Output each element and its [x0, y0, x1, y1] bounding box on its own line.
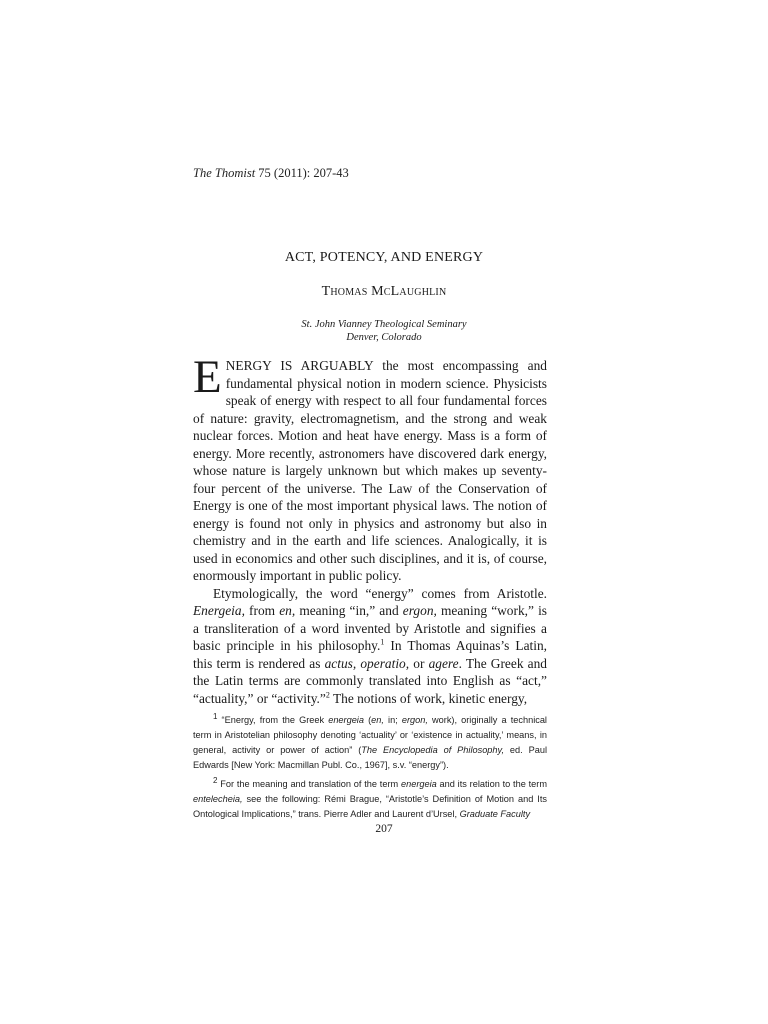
footnote-ref-1[interactable]: 1 — [380, 637, 385, 647]
affiliation-location: Denver, Colorado — [346, 332, 422, 343]
footnote-number: 2 — [213, 775, 218, 785]
italic-term: ergon, — [402, 603, 437, 618]
text-run: or — [409, 655, 429, 671]
italic-term: ergon, — [401, 715, 428, 725]
italic-term: actus, operatio, — [324, 655, 410, 671]
italic-title: The Encyclopedia of Philosophy, — [361, 745, 504, 755]
text-run: In Thomas Aquinas’s Latin, this term is rendered as — [193, 638, 547, 671]
text-run: work), originally a technical term in Aristotelian philosophy denoting ‘actuality’ or ‘existence in actuality,’ means, in general, activity or power of action” ( — [193, 715, 547, 755]
text-run: and its relation to the term — [436, 779, 548, 789]
text-run: “Energy, from the Greek — [217, 715, 329, 725]
footnote-number: 1 — [213, 711, 218, 721]
article-title: ACT, POTENCY, AND ENERGY — [284, 250, 484, 265]
footnote-1 — [193, 713, 547, 773]
italic-term: entelecheia, — [193, 794, 243, 804]
article-body — [193, 351, 547, 707]
italic-term: Energeia, — [193, 603, 245, 618]
page-number: 207 — [375, 823, 393, 835]
italic-term: en, — [371, 715, 384, 725]
author-affiliation — [0, 318, 768, 344]
drop-cap: E — [193, 351, 222, 403]
text-run: meaning “work,” is a transliteration of a word invented by Aristotle and signifies a basic principle in his philosophy. — [193, 603, 547, 653]
paragraph-1 — [193, 351, 547, 585]
text-run: . The Greek and the Latin terms are commonly translated into English as “act,” “actuality,” or “activity.” — [193, 655, 547, 706]
affiliation-institution: St. John Vianney Theological Seminary — [301, 319, 467, 330]
text-run: from — [244, 603, 280, 618]
italic-term: energeia — [328, 715, 364, 725]
text-run: ed. Paul Edwards [New York: Macmillan Publ. Co., 1967], s.v. “energy”). — [193, 745, 547, 770]
footnote-2 — [193, 777, 547, 822]
text-run: meaning “in,” and — [295, 603, 403, 618]
paragraph-2 — [193, 585, 547, 708]
italic-term: energeia — [400, 779, 437, 789]
footnotes — [193, 713, 547, 826]
italic-title: Graduate Faculty — [459, 809, 531, 819]
text-run: The notions of work, kinetic energy, — [329, 690, 528, 706]
text-run: Etymologically, the word “energy” comes from Aristotle. — [213, 585, 547, 601]
text-run: in; — [383, 715, 402, 725]
italic-term: en, — [279, 603, 296, 618]
text-run: For the meaning and translation of the term — [217, 779, 401, 789]
footnote-ref-2[interactable]: 2 — [325, 690, 330, 700]
journal-name: The Thomist — [193, 166, 256, 180]
article-author: Thomas McLaughlin — [321, 284, 447, 299]
journal-volume-pages: 75 (2011): 207-43 — [255, 166, 349, 180]
text-run: see the following: Rémi Brague, “Aristotle’s Definition of Motion and Its Ontological Implications,” trans. Pierre Adler and Laurent d’Ursel, — [193, 794, 547, 819]
paragraph-1-text: NERGY IS ARGUABLY the most encompassing and fundamental physical notion in modern science. Physicists speak of energy with respect to all four fundamental forces of nature: gravity, electromagnetism, and the strong and weak nuclear forces. Motion and heat have energy. Mass is a form of energy. More recently, astronomers have discovered dark energy, whose nature is largely unknown but which makes up seventy-four percent of the universe. The Law of the Conservation of Energy is one of the most important physical laws. The notion of energy is found not only in physics and astronomy but also in chemistry and in the earth and life sciences. Analogically, it is used in economics and other such disciplines, and it is, of course, enormously important in public policy. — [193, 358, 547, 583]
text-run: ( — [363, 715, 372, 725]
journal-citation — [193, 166, 349, 181]
italic-term: agere — [428, 655, 459, 671]
